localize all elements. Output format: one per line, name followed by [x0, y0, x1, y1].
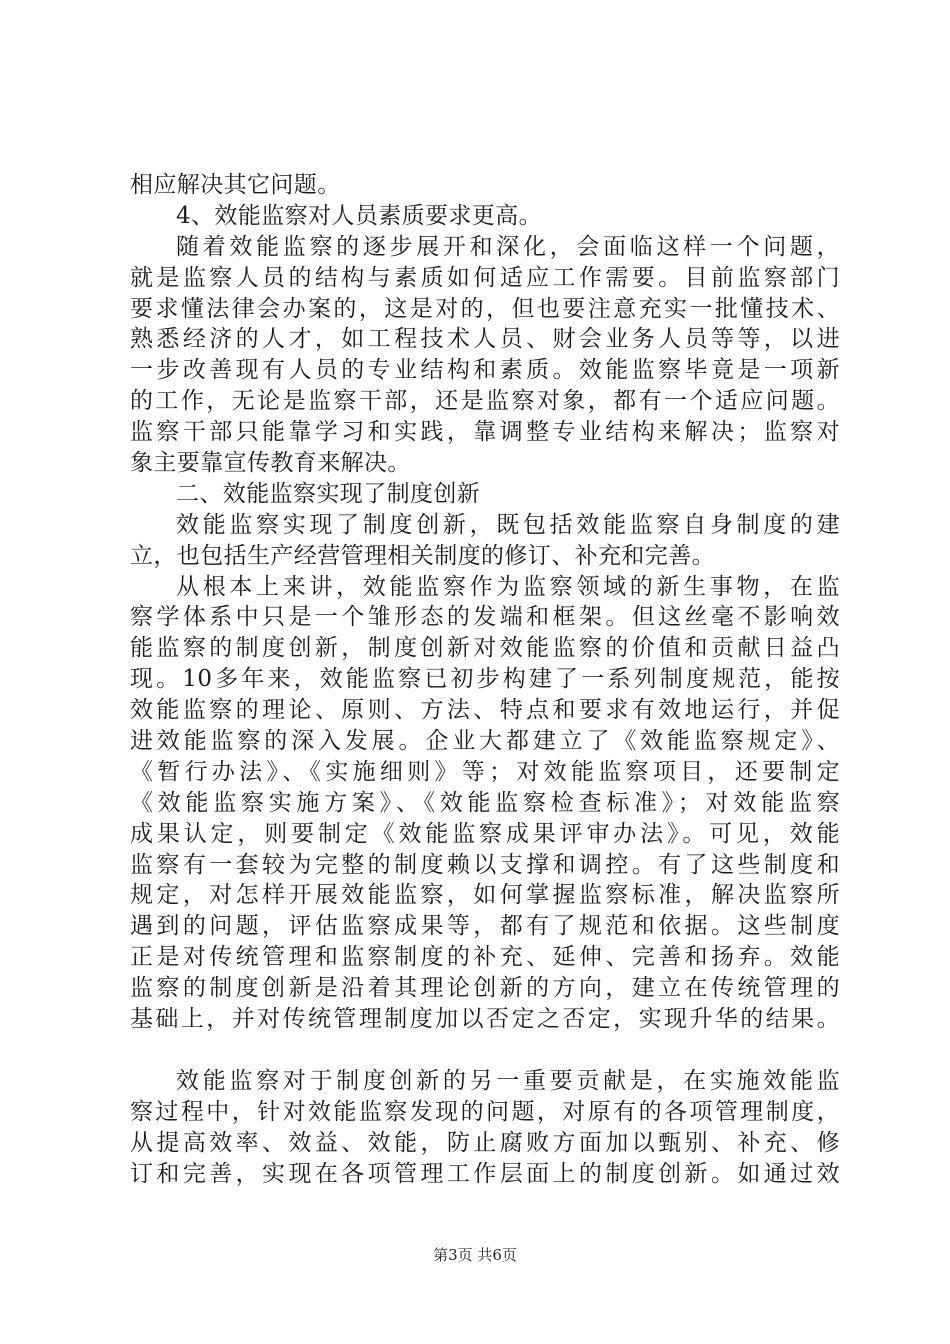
- text-line: 正是对传统管理和监察制度的补充、延伸、完善和扬弃。效能: [130, 944, 840, 971]
- text-line: 成果认定，则要制定《效能监察成果评审办法》。可见，效能: [130, 820, 840, 847]
- text-line: 二、效能监察实现了制度创新: [176, 480, 481, 507]
- text-line: 遇到的问题，评估监察成果等，都有了规范和依据。这些制度: [130, 913, 840, 940]
- text-line: 监察的制度创新是沿着其理论创新的方向，建立在传统管理的: [130, 975, 840, 1002]
- text-line: 察过程中，针对效能监察发现的问题，对原有的各项管理制度，: [130, 1098, 840, 1125]
- text-line: 从提高效率、效益、效能，防止腐败方面加以甄别、补充、修: [130, 1129, 840, 1156]
- text-line: 效能监察实现了制度创新，既包括效能监察自身制度的建: [176, 511, 840, 538]
- text-line: 效能监察的理论、原则、方法、特点和要求有效地运行，并促: [130, 697, 840, 724]
- page-footer: 第3页 共6页: [433, 1246, 517, 1264]
- text-line: 监察干部只能靠学习和实践，靠调整专业结构来解决；监察对: [130, 419, 840, 446]
- text-line: 能监察的制度创新，制度创新对效能监察的价值和贡献日益凸: [130, 635, 840, 662]
- text-line: 进效能监察的深入发展。企业大都建立了《效能监察规定》、: [130, 728, 840, 755]
- document-body: [130, 170, 840, 1190]
- text-line: 从根本上来讲，效能监察作为监察领域的新生事物，在监: [176, 573, 840, 600]
- text-line: 现。10多年来，效能监察已初步构建了一系列制度规范，能按: [130, 666, 840, 693]
- text-line: 一步改善现有人员的专业结构和素质。效能监察毕竟是一项新: [130, 357, 840, 384]
- text-line: 察学体系中只是一个雏形态的发端和框架。但这丝毫不影响效: [130, 604, 840, 631]
- paragraph-gap: [130, 1035, 840, 1066]
- text-line: 就是监察人员的结构与素质如何适应工作需要。目前监察部门: [130, 264, 840, 291]
- text-line: 基础上，并对传统管理制度加以否定之否定，实现升华的结果。: [130, 1006, 840, 1033]
- text-line: 效能监察对于制度创新的另一重要贡献是，在实施效能监: [176, 1067, 840, 1094]
- text-line: 4、效能监察对人员素质要求更高。: [176, 202, 543, 229]
- text-line: 要求懂法律会办案的，这是对的，但也要注意充实一批懂技术、: [130, 295, 840, 322]
- text-line: 相应解决其它问题。: [130, 172, 341, 198]
- text-line: 监察有一套较为完整的制度赖以支撑和调控。有了这些制度和: [130, 851, 840, 878]
- text-line: 规定，对怎样开展效能监察，如何掌握监察标准，解决监察所: [130, 882, 840, 909]
- text-line: 的工作，无论是监察干部，还是监察对象，都有一个适应问题。: [130, 388, 840, 415]
- text-line: 《暂行办法》、《实施细则》等；对效能监察项目，还要制定: [130, 758, 840, 785]
- text-line: 订和完善，实现在各项管理工作层面上的制度创新。如通过效: [130, 1160, 840, 1187]
- text-line: 立，也包括生产经营管理相关制度的修订、补充和完善。: [130, 542, 715, 569]
- text-line: 《效能监察实施方案》、《效能监察检查标准》；对效能监察: [130, 789, 840, 816]
- text-line: 随着效能监察的逐步展开和深化，会面临这样一个问题，: [176, 233, 840, 260]
- text-line: 象主要靠宣传教育来解决。: [130, 450, 411, 477]
- text-line: 熟悉经济的人才，如工程技术人员、财会业务人员等等，以进: [130, 326, 840, 353]
